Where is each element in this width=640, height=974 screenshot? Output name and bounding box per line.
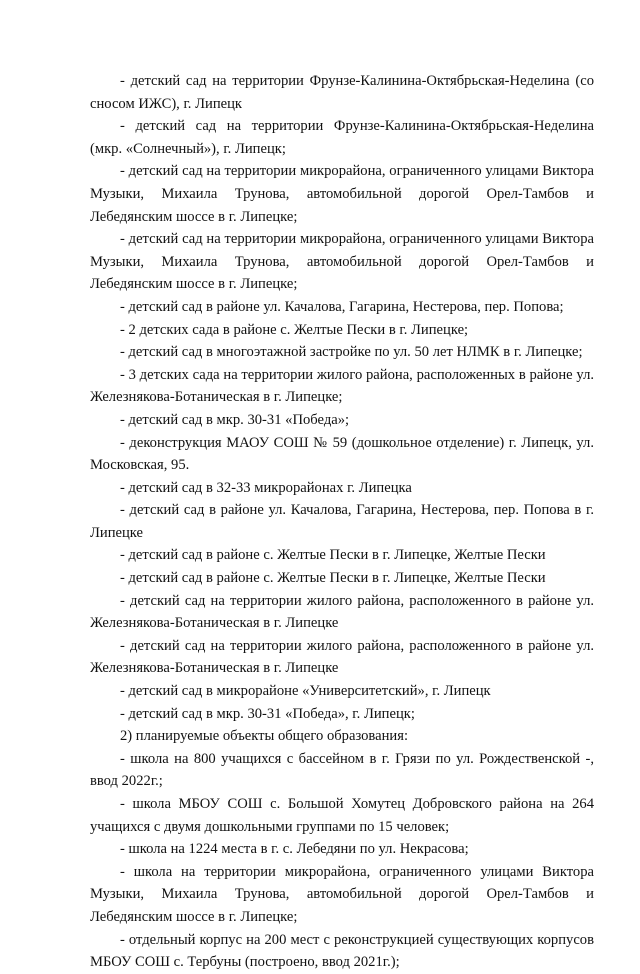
paragraph: - детский сад на территории жилого района, расположенного в районе ул. Железнякова-Ботаническая в г. Липецке [90, 637, 594, 677]
paragraph: - детский сад в многоэтажной застройке по ул. 50 лет НЛМК в г. Липецке; [120, 344, 583, 361]
paragraph: - 3 детских сада на территории жилого района, расположенных в районе ул. Железнякова-Ботаническая в г. Липецке; [90, 366, 594, 406]
paragraph: - детский сад в 32-33 микрорайонах г. Липецка [120, 479, 412, 496]
document-page [90, 70, 594, 974]
paragraph: - детский сад на территории Фрунзе-Калинина-Октябрьская-Неделина (мкр. «Солнечный»), г. Липецк; [90, 118, 594, 157]
paragraph: - детский сад на территории жилого района, расположенного в районе ул. Железнякова-Ботаническая в г. Липецке [90, 592, 594, 632]
paragraph: - детский сад на территории микрорайона, ограниченного улицами Виктора Музыки, Михаила Трунова, автомобильной дорогой Орел-Тамбов и Лебедянским шоссе в г. Липецке; [90, 231, 594, 293]
paragraph: - детский сад в районе с. Желтые Пески в г. Липецке, Желтые Пески [120, 547, 546, 564]
paragraph: - детский сад на территории микрорайона, ограниченного улицами Виктора Музыки, Михаила Трунова, автомобильной дорогой Орел-Тамбов и Лебедянским шоссе в г. Липецке; [90, 163, 594, 225]
paragraph: - школа МБОУ СОШ с. Большой Хомутец Добровского района на 264 учащихся с двумя дошкольными группами по 15 человек; [90, 796, 594, 835]
paragraph: - детский сад в мкр. 30-31 «Победа», г. Липецк; [120, 705, 415, 722]
paragraph: - 2 детских сада в районе с. Желтые Пески в г. Липецке; [120, 321, 469, 338]
paragraph: - школа на территории микрорайона, ограниченного улицами Виктора Музыки, Михаила Трунова, автомобильной дорогой Орел-Тамбов и Лебедянским шоссе в г. Липецке; [90, 863, 594, 925]
paragraph: - детский сад в микрорайоне «Университетский», г. Липецк [120, 683, 491, 700]
section-heading: 2) планируемые объекты общего образования: [120, 728, 408, 745]
paragraph: - детский сад в мкр. 30-31 «Победа»; [120, 411, 350, 428]
paragraph: - детский сад в районе с. Желтые Пески в г. Липецке, Желтые Пески [120, 570, 546, 587]
paragraph: - отдельный корпус на 200 мест с реконструкцией существующих корпусов МБОУ СОШ с. Тербуны (построено, ввод 2021г.); [90, 931, 594, 971]
paragraph: - деконструкция МАОУ СОШ № 59 (дошкольное отделение) г. Липецк, ул. Московская, 95. [90, 434, 594, 474]
paragraph: - детский сад на территории Фрунзе-Калинина-Октябрьская-Неделина (со сносом ИЖС), г. Липецк [90, 73, 594, 112]
paragraph: - детский сад в районе ул. Качалова, Гагарина, Нестерова, пер. Попова в г. Липецке [90, 502, 594, 541]
paragraph: - детский сад в районе ул. Качалова, Гагарина, Нестерова, пер. Попова; [120, 298, 564, 315]
paragraph: - школа на 800 учащихся с бассейном в г. Грязи по ул. Рождественской -, ввод 2022г.; [90, 750, 594, 790]
paragraph: - школа на 1224 места в г. с. Лебедяни по ул. Некрасова; [120, 841, 469, 858]
